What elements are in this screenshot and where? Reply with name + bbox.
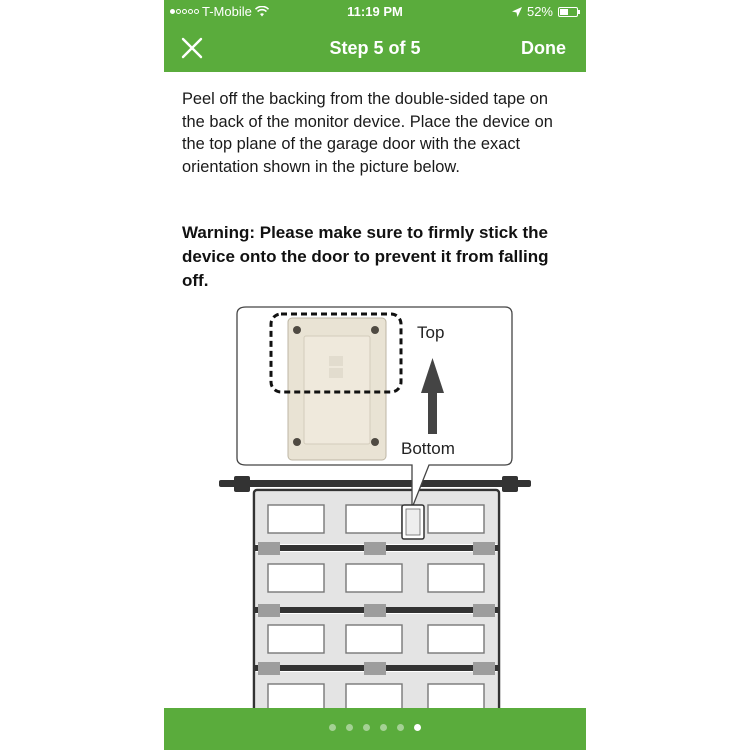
step-title: Step 5 of 5 bbox=[329, 38, 421, 58]
installation-illustration bbox=[164, 300, 586, 710]
status-time: 11:19 PM bbox=[347, 4, 403, 19]
page-dot-3[interactable] bbox=[363, 724, 370, 731]
page-indicator[interactable] bbox=[164, 724, 586, 731]
done-button[interactable]: Done bbox=[521, 38, 566, 58]
status-right-group bbox=[512, 4, 578, 19]
pagination-bar bbox=[164, 708, 586, 750]
monitor-device bbox=[288, 318, 386, 460]
page-dot-4[interactable] bbox=[380, 724, 387, 731]
door-section-3 bbox=[256, 614, 497, 665]
bottom-label: Bottom bbox=[401, 439, 455, 458]
top-label: Top bbox=[417, 323, 445, 342]
battery-percent: 52% bbox=[526, 4, 553, 19]
status-bar bbox=[164, 0, 586, 24]
page-dot-1[interactable] bbox=[329, 724, 336, 731]
battery-icon bbox=[558, 7, 578, 17]
page-dot-2[interactable] bbox=[346, 724, 353, 731]
page-dot-5[interactable] bbox=[397, 724, 404, 731]
garage-door bbox=[254, 490, 499, 710]
mounted-device-marker bbox=[402, 505, 424, 539]
instruction-text: Peel off the backing from the double-sided tape on the back of the monitor device. Place the device on the top plane of the garage door with the exact orientation shown in the picture below. bbox=[182, 90, 553, 176]
location-arrow-icon bbox=[512, 7, 522, 17]
door-section-1 bbox=[256, 492, 497, 544]
carrier-name: T-Mobile bbox=[202, 4, 252, 19]
page-dot-6[interactable] bbox=[414, 724, 421, 731]
phone-screen bbox=[164, 0, 586, 750]
navigation-bar bbox=[164, 24, 586, 72]
door-section-2 bbox=[256, 552, 497, 607]
warning-text: Warning: Please make sure to firmly stick the device onto the door to prevent it from falling off. bbox=[182, 223, 549, 290]
door-section-4 bbox=[256, 672, 497, 710]
